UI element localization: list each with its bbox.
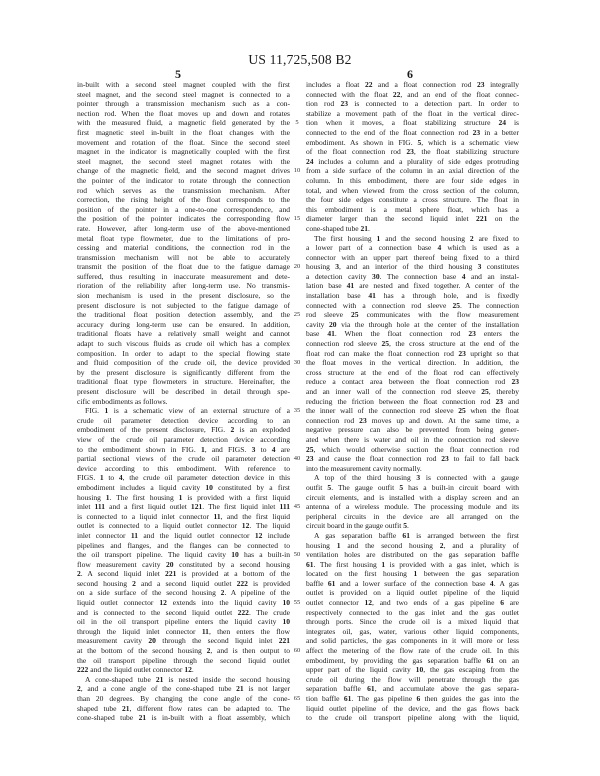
- text-line: from a side surface of the column in an axial direction of the: [306, 166, 519, 176]
- reference-numeral: 21: [360, 223, 369, 233]
- text-line: connected with a connection rod sleeve 25. The connection: [306, 300, 519, 310]
- text-line: 222 and the liquid outlet connector 12.: [77, 665, 194, 675]
- reference-numeral: 12: [254, 530, 263, 540]
- text-line: crude oil during the flow will penetrate through the gas: [306, 674, 519, 684]
- reference-numeral: 3: [251, 444, 256, 454]
- reference-numeral: 5: [327, 482, 332, 492]
- reference-numeral: 11: [201, 626, 209, 636]
- text-line: 2. A second liquid inlet 221 is provided at a bottom of the: [77, 569, 290, 579]
- text-line: separation baffle 61, and accumulate above the gas separa-: [306, 684, 519, 694]
- reference-numeral: 1: [336, 540, 341, 550]
- text-line: oil in the oil transport pipeline enters the liquid cavity 10: [77, 617, 290, 627]
- text-line: integrates oil, gas, water, various other liquid components,: [306, 626, 519, 636]
- reference-numeral: 23: [306, 454, 314, 464]
- text-line: crude oil parameter detection device according to an: [77, 415, 290, 425]
- text-line: connector with an upper part thereof being fixed to a third: [306, 252, 519, 262]
- text-line: upper part of the liquid cavity 10, the gas escaping from the: [306, 665, 519, 675]
- text-line: nection rod. When the float moves up and down and rotates: [77, 108, 290, 118]
- text-line: outlet connector 12, and two ends of a gas pipeline 6 are: [306, 598, 519, 608]
- text-line: position of the pointer in a one-to-one correspondence, and: [77, 204, 290, 214]
- reference-numeral: 23: [359, 415, 367, 425]
- text-line: includes a float 22 and a float connection rod 23 integrally: [306, 80, 519, 89]
- text-line: steel magnet, and the second steel magnet is connected to a: [77, 89, 290, 99]
- text-line: cone-shaped tube 21.: [306, 223, 370, 233]
- text-line: sion mechanism is used in the present disclosure, so the: [77, 291, 290, 301]
- reference-numeral: 22: [364, 80, 373, 89]
- text-line: this embodiment is a metal sphere float, which has a: [306, 204, 519, 214]
- text-line: second housing 2 and a second liquid outlet 222 is provided: [77, 578, 290, 588]
- text-line: in-built with a second steel magnet coupled with the first: [77, 80, 290, 89]
- reference-numeral: 23: [472, 127, 481, 137]
- text-line: tion rod 23 is connected to a detection part. In order to: [306, 99, 520, 109]
- reference-numeral: 23: [441, 454, 449, 464]
- reference-numeral: 222: [236, 578, 248, 588]
- text-line: magnet in the indicator is magnetically coupled with the first: [77, 147, 290, 157]
- text-line: present disclosure will be described in detail through spe-: [77, 387, 290, 396]
- text-line: cross structure at the end of the float rod can effectively: [306, 367, 519, 377]
- text-line: the pointer of the indicator to rotate through the connection: [77, 175, 290, 185]
- reference-numeral: 61: [367, 684, 375, 694]
- text-line: metal float type flowmeter, due to the limitations of pro-: [77, 233, 290, 243]
- text-line: partial sectional views of the crude oil parameter detection: [77, 454, 290, 464]
- text-line: than 20 degrees. By changing the cone angle of the cone-: [77, 694, 290, 703]
- reference-numeral: 1: [105, 492, 110, 502]
- reference-numeral: 1: [381, 559, 386, 569]
- text-line: rod sleeve 25 communicates with the flow measurement: [306, 310, 519, 320]
- text-line: 24 includes a column and a plurality of side edges protruding: [306, 156, 519, 166]
- reference-numeral: 11: [213, 511, 221, 521]
- text-line: embodiment. As shown in FIG. 5, which is a schematic view: [306, 137, 519, 147]
- line-number: 10: [293, 167, 301, 175]
- text-line: A top of the third housing 3 is connected with a gauge: [314, 473, 519, 483]
- text-line: column. In this embodiment, there are four side edges in: [306, 175, 519, 185]
- text-line: a detection cavity 30. The connection base 4 and an instal-: [306, 271, 519, 281]
- text-line: cone-shaped tube 21 is in-built with a float assembly, which: [77, 713, 290, 723]
- text-line: pointer through a transmission mechanism such as a con-: [77, 99, 290, 109]
- text-line: tion baffle 61. The gas pipeline 6 then guides the gas into the: [306, 694, 519, 703]
- text-line: device according to this embodiment. With reference to: [77, 463, 290, 473]
- text-line: composition. In order to adapt to the special flowing state: [77, 348, 290, 358]
- line-number: 20: [293, 263, 301, 271]
- text-line: pipelines and flanges, and the flanges can be connected to: [77, 540, 290, 550]
- reference-numeral: 10: [282, 598, 290, 608]
- text-line: flow measurement cavity 20 constituted by a second housing: [77, 559, 290, 569]
- reference-numeral: 4: [461, 271, 466, 281]
- text-line: at the bottom of the second housing 2, and is then output to: [77, 646, 291, 656]
- text-line: and is connected to the second liquid outlet 222. The crude: [77, 607, 290, 617]
- text-line: ventilation holes are distributed on the gas separation baffle: [306, 550, 519, 560]
- text-line: and fluid composition of the crude oil, the device provided: [77, 358, 290, 368]
- reference-numeral: 1: [99, 473, 104, 483]
- text-line: of the float connection rod 23, the float stabilizing structure: [306, 147, 519, 157]
- line-number: 15: [293, 215, 301, 223]
- reference-numeral: 2: [206, 646, 211, 656]
- text-line: negative pressure can also be prevented from being gener-: [306, 425, 519, 435]
- reference-numeral: 41: [346, 281, 355, 291]
- reference-numeral: 2: [230, 425, 235, 435]
- reference-numeral: 221: [476, 214, 488, 224]
- reference-numeral: 23: [511, 377, 519, 387]
- text-line: view of the crude oil parameter detection device according: [77, 434, 290, 444]
- reference-numeral: 221: [165, 569, 177, 579]
- right-text-column: [306, 80, 519, 723]
- reference-numeral: 2: [132, 578, 136, 588]
- text-line: the position of the pointer indicates the corresponding flow: [77, 214, 290, 224]
- text-line: measurement cavity 20 through the second liquid inlet 221: [77, 636, 291, 646]
- reference-numeral: 21: [122, 703, 130, 713]
- text-line: rod which serves as the transmission mechanism. After: [77, 185, 290, 195]
- reference-numeral: 10: [231, 550, 239, 560]
- reference-numeral: 30: [372, 271, 380, 281]
- text-line: the inner wall of the connection rod sleeve 25 when the float: [306, 406, 519, 416]
- text-line: respectively connected to the gas inlet and the gas outlet: [306, 607, 519, 617]
- reference-numeral: 24: [498, 118, 507, 128]
- reference-numeral: 61: [343, 694, 352, 703]
- text-line: the oil transport pipeline. The liquid cavity 10 has a built-in: [77, 550, 290, 560]
- text-line: through the liquid inlet connector 11, then enters the flow: [77, 626, 290, 636]
- reference-numeral: 111: [94, 502, 106, 512]
- text-line: on a side surface of the second housing 2. A pipeline of the: [77, 588, 291, 598]
- text-line: present disclosure is not subjected to the fatigue damage of: [77, 300, 290, 310]
- text-line: and an inner wall of the connection rod sleeve 25, thereby: [306, 387, 519, 396]
- reference-numeral: 41: [368, 291, 376, 301]
- reference-numeral: 12: [159, 598, 167, 608]
- text-line: peripheral circuits in the device are all arranged on the: [306, 511, 519, 521]
- line-number: 60: [293, 647, 301, 655]
- text-line: installation base 41 has a through hole, and is fixedly: [306, 291, 519, 301]
- text-line: A gas separation baffle 61 is arranged between the first: [314, 530, 519, 540]
- text-line: first magnetic steel in-built in the float changes with the: [77, 127, 290, 137]
- text-line: embodiment includes a liquid cavity 10 constituted by a first: [77, 482, 290, 492]
- line-number: 25: [293, 311, 301, 319]
- reference-numeral: 5: [403, 521, 408, 531]
- reference-numeral: 23: [495, 396, 504, 406]
- reference-numeral: 2: [220, 588, 225, 598]
- reference-numeral: 222: [77, 665, 89, 675]
- reference-numeral: 23: [406, 147, 414, 157]
- text-line: into the measurement cavity normally.: [306, 463, 422, 473]
- text-line: connection rod 23 moves up and down. At the same time, a: [306, 415, 519, 425]
- patent-number-header: US 11,725,508 B2: [248, 52, 352, 67]
- reference-numeral: 25: [306, 444, 314, 454]
- text-line: liquid outlet connector 12 extends into the liquid cavity 10: [77, 598, 290, 608]
- reference-numeral: 1: [413, 569, 418, 579]
- left-text-column: [77, 80, 290, 723]
- reference-numeral: 61: [486, 655, 494, 665]
- text-line: suffered, thus resulting in inaccurate measurement and dete-: [77, 271, 290, 281]
- reference-numeral: 121: [190, 502, 203, 512]
- reference-numeral: 10: [415, 665, 424, 675]
- text-line: to the crude oil transport pipeline along with the liquid,: [306, 713, 519, 723]
- text-line: reducing the friction between the float connection rod 23 and: [306, 396, 519, 406]
- text-line: cessing and material conditions, the connection rod in the: [77, 243, 290, 253]
- text-line: housing 3, and an interior of the third housing 3 constitutes: [306, 262, 520, 272]
- reference-numeral: 4: [489, 578, 494, 588]
- reference-numeral: 4: [118, 473, 123, 483]
- reference-numeral: 21: [155, 674, 164, 684]
- text-line: cific embodiments as follows.: [77, 396, 168, 406]
- reference-numeral: 221: [278, 636, 291, 646]
- line-number: 5: [295, 119, 299, 127]
- text-line: adapt to such viscous fluids as crude oil which has a complex: [77, 339, 290, 349]
- text-line: connected with the float 22, and an end of the float connec-: [306, 89, 519, 99]
- text-line: embodiment, by providing the gas separation baffle 61 on an: [306, 655, 519, 665]
- text-line: shaped tube 21, different flow rates can be adapted to. The: [77, 703, 290, 713]
- text-line: reduce a contact area between the float connection rod 23: [306, 377, 519, 387]
- reference-numeral: 2: [77, 684, 81, 694]
- reference-numeral: 20: [148, 636, 156, 646]
- text-line: through ports. Since the crude oil is a mixed liquid that: [306, 617, 519, 627]
- text-line: 2, and a cone angle of the cone-shaped tube 21 is not larger: [77, 684, 290, 694]
- text-line: movement and rotation of the float. Since the second steel: [77, 137, 290, 147]
- text-line: FIGS. 1 to 4, the crude oil parameter detection device in this: [77, 473, 290, 483]
- reference-numeral: 2: [469, 233, 474, 243]
- text-line: steel magnet, the second steel magnet rotates with the: [77, 156, 290, 166]
- reference-numeral: 25: [452, 300, 461, 310]
- text-line: A cone-shaped tube 21 is nested inside the second housing: [85, 674, 290, 684]
- reference-numeral: 25: [481, 387, 489, 396]
- reference-numeral: 6: [500, 598, 504, 608]
- text-line: outlet is provided on a liquid outlet pipeline of the liquid: [306, 588, 519, 598]
- text-line: rioration of the reliability after long-term use. No transmis-: [77, 281, 290, 291]
- reference-numeral: 1: [376, 233, 381, 243]
- text-line: the four side edges constitute a cross structure. The float in: [306, 195, 519, 205]
- text-line: stabilize a movement path of the float in the vertical direc-: [306, 108, 519, 118]
- text-line: by the present disclosure is significantly different from the: [77, 367, 290, 377]
- reference-numeral: 10: [282, 617, 290, 627]
- line-number: 35: [293, 407, 301, 415]
- reference-numeral: 222: [237, 607, 249, 617]
- text-line: The first housing 1 and the second housing 2 are fixed to: [314, 233, 520, 243]
- text-line: diameter larger than the second liquid inlet 221 on the: [306, 214, 519, 224]
- text-line: rate. However, after long-term use of the above-mentioned: [77, 223, 290, 233]
- line-number: 50: [293, 551, 301, 559]
- text-line: traditional float type flowmeters in structure. Hereinafter, the: [77, 377, 290, 387]
- text-line: the oil transport pipeline through the second liquid outlet: [77, 655, 290, 665]
- reference-numeral: 20: [328, 319, 337, 329]
- text-line: the float moves in the vertical direction. In addition, the: [306, 358, 519, 368]
- text-line: FIG. 1 is a schematic view of an external structure of a: [85, 406, 290, 416]
- text-line: base 41. When the float connection rod 23 enters the: [306, 329, 519, 339]
- reference-numeral: 25: [458, 406, 466, 416]
- reference-numeral: 25: [350, 310, 359, 320]
- reference-numeral: 12: [364, 598, 373, 608]
- text-line: 25, which would otherwise suction the float connection rod: [306, 444, 519, 454]
- right-page-number: 6: [407, 67, 413, 81]
- line-number: 55: [293, 599, 301, 607]
- text-line: 61. The first housing 1 is provided with a gas inlet, which is: [306, 559, 519, 569]
- reference-numeral: 21: [236, 684, 244, 694]
- text-line: ated when there is water and oil in the connection rod sleeve: [306, 434, 519, 444]
- reference-numeral: 10: [205, 482, 213, 492]
- text-line: float rod can make the float connection rod 23 upright so that: [306, 348, 519, 358]
- text-line: embodiment of the present disclosure, FIG. 2 is an exploded: [77, 425, 290, 435]
- reference-numeral: 21: [138, 713, 147, 723]
- line-number: 65: [293, 695, 301, 703]
- reference-numeral: 5: [399, 482, 404, 492]
- reference-numeral: 24: [306, 156, 314, 166]
- text-line: housing 1. The first housing 1 is provided with a first liquid: [77, 492, 290, 502]
- text-line: located on the first housing 1 between the gas separation: [306, 569, 519, 579]
- reference-numeral: 11: [130, 530, 139, 540]
- reference-numeral: 23: [458, 348, 466, 358]
- text-line: connection rod sleeve 25, the cross structure at the end of the: [306, 339, 519, 349]
- text-line: transmission mechanism will not be able to accurately: [77, 252, 290, 262]
- text-line: outfit 5. The gauge outfit 5 has a built-in circuit board with: [306, 482, 520, 492]
- reference-numeral: 1: [200, 444, 205, 454]
- text-line: lation base 41 are nested and fixed together. A center of the: [306, 281, 519, 291]
- text-line: accuracy during long-term use can be ensured. In addition,: [77, 319, 290, 329]
- text-line: and solid particles, the gas components in it will more or less: [306, 636, 519, 646]
- reference-numeral: 5: [417, 137, 422, 147]
- line-number: 45: [293, 503, 301, 511]
- text-line: affect the metering of the flow rate of the crude oil. In this: [306, 646, 519, 656]
- text-line: inlet connector 11 and the liquid outlet connector 12 include: [77, 530, 290, 540]
- reference-numeral: 111: [279, 502, 290, 512]
- text-line: with the measured fluid, a magnetic field generated by the: [77, 118, 290, 128]
- reference-numeral: 61: [306, 559, 314, 569]
- reference-numeral: 23: [468, 329, 476, 339]
- text-line: tion when it moves, a float stabilizing structure 24 is: [306, 118, 519, 128]
- reference-numeral: 61: [327, 578, 336, 588]
- line-number: 30: [293, 359, 301, 367]
- text-line: the traditional float position detection assembly, and the: [77, 310, 290, 320]
- text-line: transmit the position of the float due to the fatigue damage: [77, 262, 290, 272]
- text-line: a lower part of a connection base 4 which is used as a: [306, 243, 519, 253]
- text-line: outlet is connected to a liquid outlet connector 12. The liquid: [77, 521, 290, 531]
- text-line: antenna of a wireless module. The processing module and its: [306, 502, 519, 512]
- text-line: change of the magnetic field, and the second magnet drives: [77, 166, 290, 176]
- reference-numeral: 20: [166, 559, 174, 569]
- reference-numeral: 2: [439, 540, 444, 550]
- text-line: 23 and cause the float connection rod 23 to fail to fall back: [306, 454, 519, 464]
- reference-numeral: 3: [335, 262, 340, 272]
- left-page-number: 5: [175, 67, 181, 81]
- text-line: circuit board in the gauge outfit 5.: [306, 521, 409, 531]
- reference-numeral: 25: [381, 339, 390, 349]
- reference-numeral: 41: [327, 329, 335, 339]
- text-line: circuit elements, and is installed with a display screen and an: [306, 492, 519, 502]
- reference-numeral: 2: [77, 569, 81, 579]
- reference-numeral: 4: [271, 444, 276, 454]
- text-line: total, and when viewed from the cross section of the column,: [306, 185, 519, 195]
- reference-numeral: 61: [402, 530, 410, 540]
- reference-numeral: 1: [178, 492, 183, 502]
- reference-numeral: 22: [392, 89, 401, 99]
- text-line: baffle 61 and a lower surface of the connection base 4. A gas: [306, 578, 519, 588]
- text-line: inlet 111 and a first liquid outlet 121. The first liquid inlet 111: [77, 502, 290, 512]
- reference-numeral: 12: [184, 665, 192, 675]
- text-line: is connected to a liquid inlet connector 11, and the first liquid: [77, 511, 291, 521]
- reference-numeral: 4: [437, 243, 442, 253]
- text-line: correction, the rising height of the float corresponds to the: [77, 195, 290, 205]
- text-line: liquid outlet pipeline of the device, and the gas flows back: [306, 703, 519, 713]
- line-number: 40: [293, 455, 301, 463]
- reference-numeral: 23: [476, 80, 485, 89]
- reference-numeral: 1: [104, 406, 109, 416]
- reference-numeral: 6: [416, 694, 421, 703]
- text-line: connected to the end of the float connection rod 23 in a better: [306, 127, 520, 137]
- text-line: to the embodiment shown in FIG. 1, and FIGS. 3 to 4 are: [77, 444, 290, 454]
- text-line: cavity 20 via the through hole at the center of the installation: [306, 319, 519, 329]
- reference-numeral: 3: [477, 262, 482, 272]
- text-line: housing 1 and the second housing 2, and a plurality of: [306, 540, 519, 550]
- text-line: traditional floats have a relatively small weight and cannot: [77, 329, 290, 339]
- reference-numeral: 12: [241, 521, 250, 531]
- reference-numeral: 23: [340, 99, 348, 109]
- reference-numeral: 3: [416, 473, 421, 483]
